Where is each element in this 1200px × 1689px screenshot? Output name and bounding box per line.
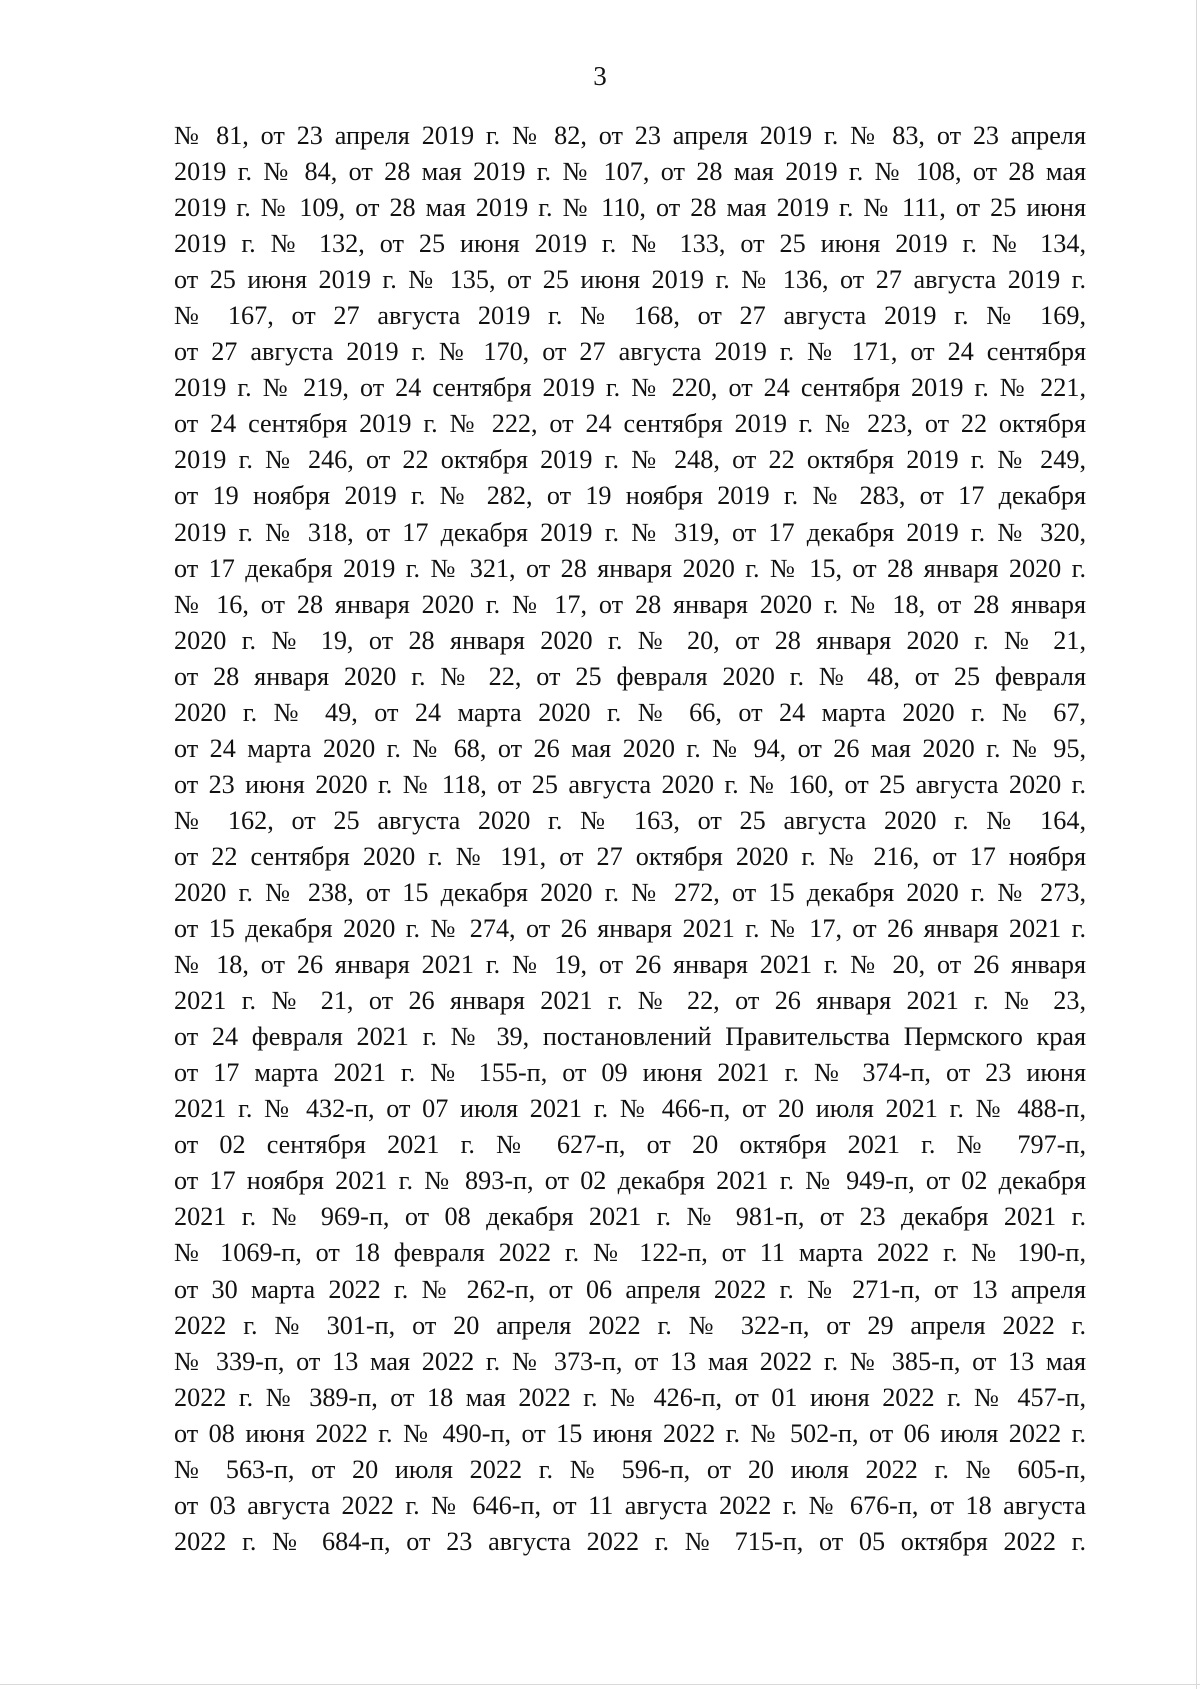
- text-line: 2022 г. № 301-п, от 20 апреля 2022 г. № 322-п, от 29 апреля 2022 г.: [174, 1310, 1086, 1340]
- text-line: 2019 г. № 219, от 24 сентября 2019 г. № 220, от 24 сентября 2019 г. № 221,: [174, 373, 1086, 403]
- scan-edge-bottom: [0, 1684, 1200, 1685]
- scan-edge-right: [1196, 0, 1197, 1689]
- text-line: № 162, от 25 августа 2020 г. № 163, от 25 августа 2020 г. № 164,: [174, 805, 1086, 835]
- text-line: от 24 марта 2020 г. № 68, от 26 мая 2020 г. № 94, от 26 мая 2020 г. № 95,: [174, 733, 1086, 763]
- text-line: 2019 г. № 132, от 25 июня 2019 г. № 133, от 25 июня 2019 г. № 134,: [174, 229, 1086, 259]
- text-line: 2021 г. № 969-п, от 08 декабря 2021 г. № 981-п, от 23 декабря 2021 г.: [174, 1202, 1086, 1232]
- text-line: 2022 г. № 389-п, от 18 мая 2022 г. № 426-п, от 01 июня 2022 г. № 457-п,: [174, 1382, 1086, 1412]
- text-line: от 27 августа 2019 г. № 170, от 27 августа 2019 г. № 171, от 24 сентября: [174, 337, 1086, 367]
- text-line: от 17 ноября 2021 г. № 893-п, от 02 декабря 2021 г. № 949-п, от 02 декабря: [174, 1166, 1086, 1196]
- text-line: 2020 г. № 238, от 15 декабря 2020 г. № 272, от 15 декабря 2020 г. № 273,: [174, 877, 1086, 907]
- text-line: № 1069-п, от 18 февраля 2022 г. № 122-п, от 11 марта 2022 г. № 190-п,: [174, 1238, 1086, 1268]
- text-line: от 24 февраля 2021 г. № 39, постановлений Правительства Пермского края: [174, 1022, 1086, 1052]
- text-line: от 25 июня 2019 г. № 135, от 25 июня 2019 г. № 136, от 27 августа 2019 г.: [174, 265, 1086, 295]
- text-line: от 28 января 2020 г. № 22, от 25 февраля 2020 г. № 48, от 25 февраля: [174, 661, 1086, 691]
- text-line: 2019 г. № 84, от 28 мая 2019 г. № 107, от 28 мая 2019 г. № 108, от 28 мая: [174, 157, 1086, 187]
- text-line: 2021 г. № 21, от 26 января 2021 г. № 22, от 26 января 2021 г. № 23,: [174, 986, 1086, 1016]
- text-line: от 17 марта 2021 г. № 155-п, от 09 июня 2021 г. № 374-п, от 23 июня: [174, 1058, 1086, 1088]
- text-line: № 563-п, от 20 июля 2022 г. № 596-п, от 20 июля 2022 г. № 605-п,: [174, 1454, 1086, 1484]
- text-line: от 23 июня 2020 г. № 118, от 25 августа 2020 г. № 160, от 25 августа 2020 г.: [174, 769, 1086, 799]
- text-line: 2019 г. № 109, от 28 мая 2019 г. № 110, от 28 мая 2019 г. № 111, от 25 июня: [174, 193, 1086, 223]
- text-line: от 30 марта 2022 г. № 262-п, от 06 апреля 2022 г. № 271-п, от 13 апреля: [174, 1274, 1086, 1304]
- text-line: 2020 г. № 49, от 24 марта 2020 г. № 66, от 24 марта 2020 г. № 67,: [174, 697, 1086, 727]
- text-line: 2022 г. № 684-п, от 23 августа 2022 г. № 715-п, от 05 октября 2022 г.: [174, 1526, 1086, 1556]
- text-line: от 03 августа 2022 г. № 646-п, от 11 августа 2022 г. № 676-п, от 18 августа: [174, 1490, 1086, 1520]
- text-line: от 15 декабря 2020 г. № 274, от 26 января 2021 г. № 17, от 26 января 2021 г.: [174, 914, 1086, 944]
- text-line: от 08 июня 2022 г. № 490-п, от 15 июня 2022 г. № 502-п, от 06 июля 2022 г.: [174, 1418, 1086, 1448]
- text-line: № 81, от 23 апреля 2019 г. № 82, от 23 апреля 2019 г. № 83, от 23 апреля: [174, 121, 1086, 150]
- text-line: № 339-п, от 13 мая 2022 г. № 373-п, от 13 мая 2022 г. № 385-п, от 13 мая: [174, 1346, 1086, 1376]
- text-line: от 17 декабря 2019 г. № 321, от 28 января 2020 г. № 15, от 28 января 2020 г.: [174, 553, 1086, 583]
- page-number: 3: [593, 61, 607, 91]
- text-line: 2019 г. № 318, от 17 декабря 2019 г. № 319, от 17 декабря 2019 г. № 320,: [174, 517, 1086, 547]
- text-line: от 22 сентября 2020 г. № 191, от 27 октября 2020 г. № 216, от 17 ноября: [174, 841, 1086, 871]
- text-line: № 16, от 28 января 2020 г. № 17, от 28 января 2020 г. № 18, от 28 января: [174, 589, 1086, 619]
- text-line: 2019 г. № 246, от 22 октября 2019 г. № 248, от 22 октября 2019 г. № 249,: [174, 445, 1086, 475]
- text-line: от 02 сентября 2021 г. № 627-п, от 20 октября 2021 г. № 797-п,: [174, 1130, 1086, 1160]
- text-line: № 18, от 26 января 2021 г. № 19, от 26 января 2021 г. № 20, от 26 января: [174, 950, 1086, 980]
- text-line: 2020 г. № 19, от 28 января 2020 г. № 20, от 28 января 2020 г. № 21,: [174, 625, 1086, 655]
- body-text: [174, 118, 1086, 1560]
- text-line: от 24 сентября 2019 г. № 222, от 24 сентября 2019 г. № 223, от 22 октября: [174, 409, 1086, 439]
- text-line: 2021 г. № 432-п, от 07 июля 2021 г. № 466-п, от 20 июля 2021 г. № 488-п,: [174, 1094, 1086, 1124]
- text-line: № 167, от 27 августа 2019 г. № 168, от 27 августа 2019 г. № 169,: [174, 301, 1086, 331]
- text-line: от 19 ноября 2019 г. № 282, от 19 ноября 2019 г. № 283, от 17 декабря: [174, 481, 1086, 511]
